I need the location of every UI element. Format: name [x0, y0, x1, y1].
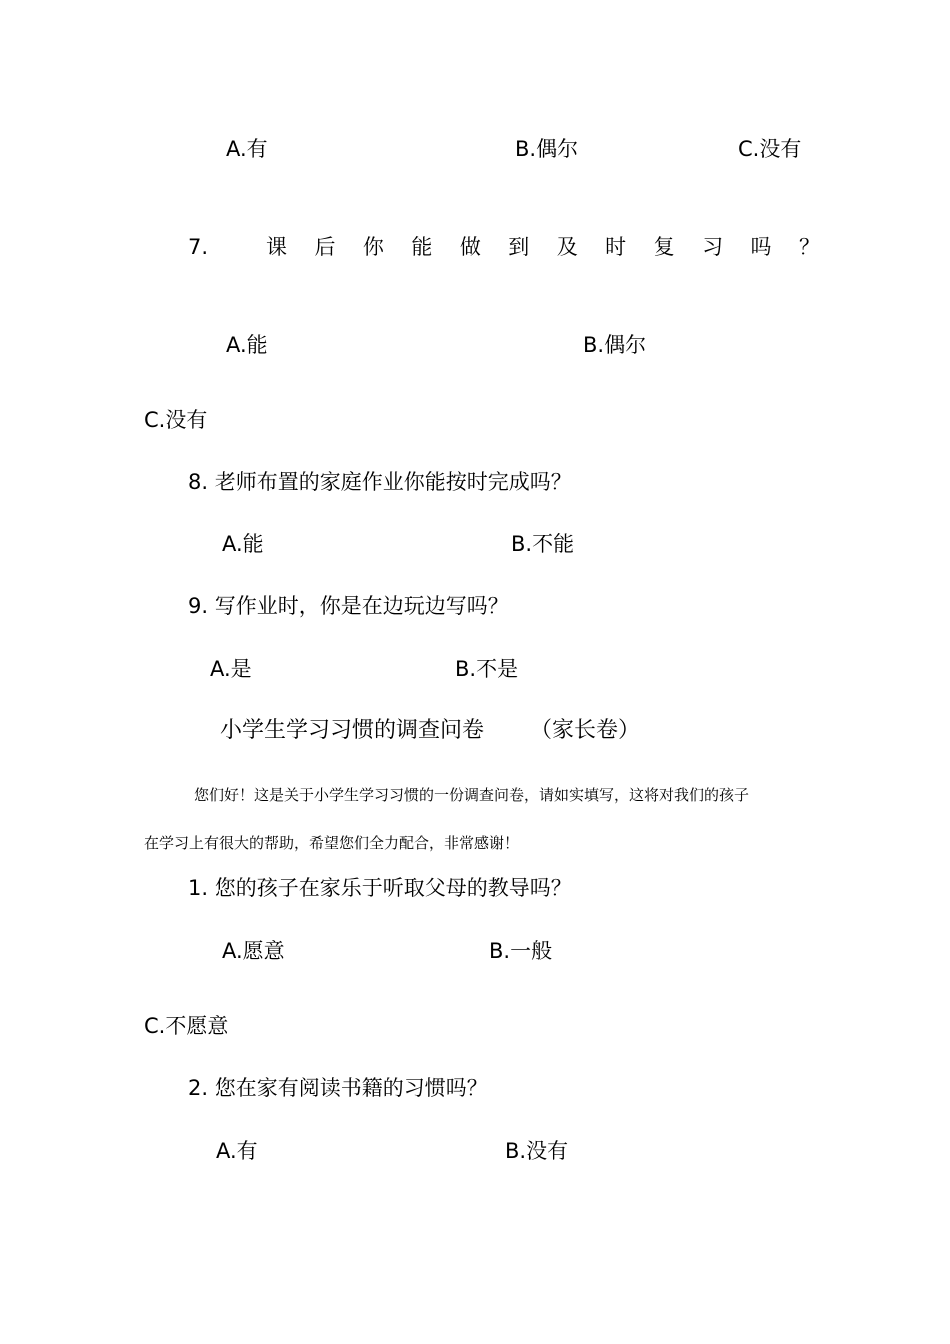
- q7-char: 吗: [750, 235, 772, 259]
- p1-option-a: A.愿意: [222, 939, 285, 963]
- q7-number: 7.: [188, 235, 209, 259]
- q7-char: 及: [556, 235, 578, 259]
- q7-char: 到: [508, 235, 530, 259]
- q7-char: 能: [411, 235, 433, 259]
- q7-option-a: A.能: [226, 333, 268, 357]
- q9-option-b: B.不是: [455, 657, 519, 681]
- q8-question: 8. 老师布置的家庭作业你能按时完成吗？: [188, 470, 572, 494]
- q6-option-a: A.有: [226, 137, 268, 161]
- q6-option-b: B.偶尔: [515, 137, 579, 161]
- q7-option-c: C.没有: [144, 408, 208, 432]
- p2-question: 2. 您在家有阅读书籍的习惯吗？: [188, 1076, 488, 1100]
- p2-option-b: B.没有: [505, 1139, 569, 1163]
- q7-char: 你: [362, 235, 384, 259]
- q7-char: 时: [605, 235, 627, 259]
- q7-char: 复: [653, 235, 675, 259]
- page-title: 小学生学习习惯的调查问卷: [220, 718, 485, 743]
- p2-option-a: A.有: [216, 1139, 258, 1163]
- p1-question: 1. 您的孩子在家乐于听取父母的教导吗？: [188, 876, 572, 900]
- p1-option-c: C.不愿意: [144, 1014, 229, 1038]
- q7-char: 做: [459, 235, 481, 259]
- q8-option-a: A.能: [222, 532, 264, 556]
- q7-char: 习: [702, 235, 724, 259]
- q7-question: [266, 237, 820, 258]
- q9-option-a: A.是: [210, 657, 252, 681]
- q7-option-b: B.偶尔: [583, 333, 647, 357]
- q6-option-c: C.没有: [738, 137, 802, 161]
- intro-line-1: 您们好！这是关于小学生学习习惯的一份调查问卷，请如实填写，这将对我们的孩子: [194, 786, 750, 804]
- q8-option-b: B.不能: [511, 532, 575, 556]
- q9-question: 9. 写作业时，你是在边玩边写吗？: [188, 594, 509, 618]
- q7-char: 课: [266, 235, 287, 259]
- q7-char: 后: [314, 235, 336, 259]
- intro-line-2: 在学习上有很大的帮助，希望您们全力配合，非常感谢！: [144, 834, 520, 852]
- page-subtitle: （家长卷）: [530, 718, 641, 743]
- p1-option-b: B.一般: [489, 939, 553, 963]
- q7-char: ？: [798, 235, 820, 259]
